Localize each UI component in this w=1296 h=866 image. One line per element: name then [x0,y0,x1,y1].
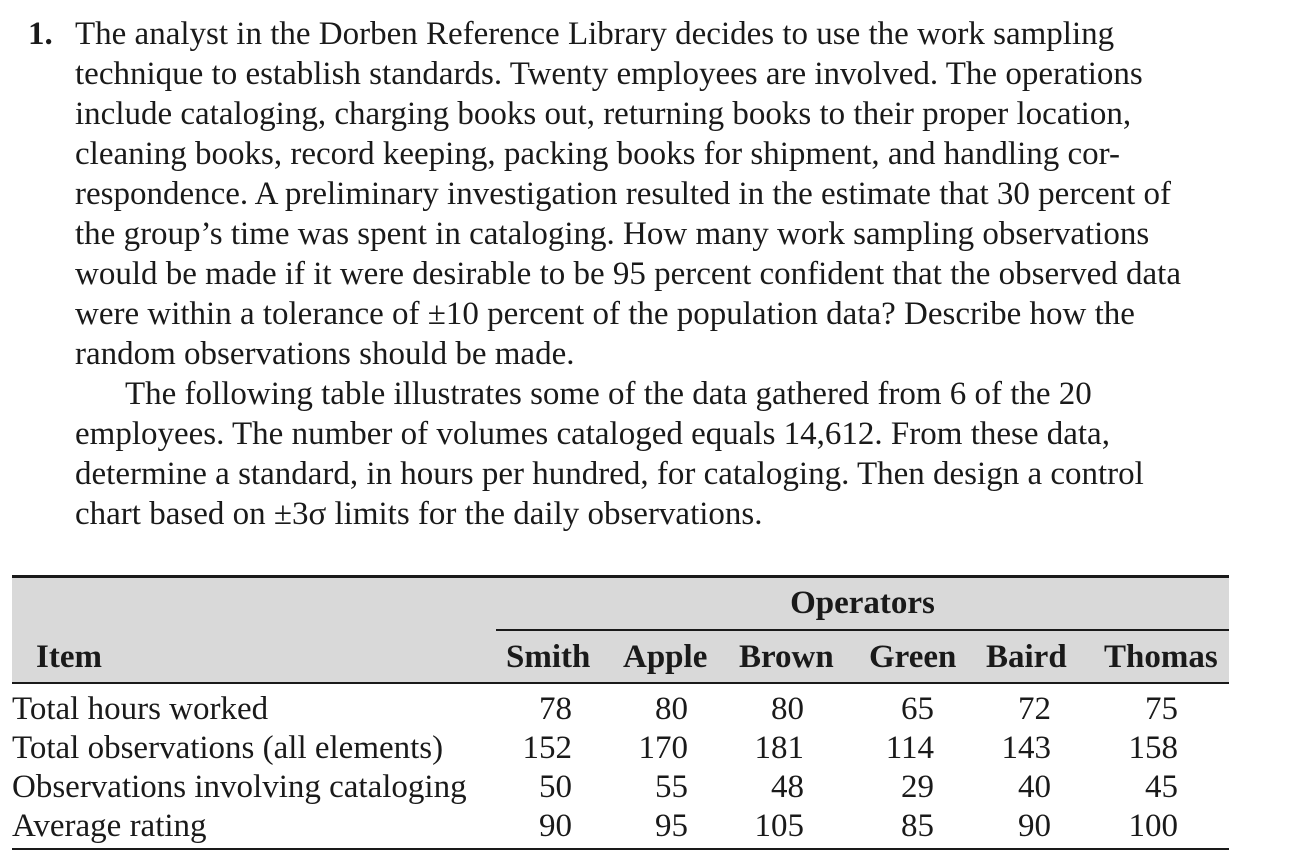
problem-text-line: determine a standard, in hours per hundred, for cataloging. Then design a control [75,456,1144,492]
table-cell: 90 [1018,808,1051,844]
problem-text-line: employees. The number of volumes cataloged equals 14,612. From these data, [75,416,1110,452]
item-column-header: Item [36,639,102,675]
table-cell: 29 [901,769,934,805]
problem-text-line: The analyst in the Dorben Reference Library decides to use the work sampling [75,16,1115,52]
table-cell: 50 [539,769,572,805]
table-cell: 80 [655,691,688,727]
data-table [12,575,1229,851]
table-cell: 114 [885,730,934,766]
table-cell: 95 [655,808,688,844]
column-header-brown: Brown [739,639,834,675]
problem-text-line: technique to establish standards. Twenty employees are involved. The operations [75,56,1143,92]
problem-text-line: would be made if it were desirable to be 95 percent confident that the observed data [75,256,1181,292]
table-cell: 55 [655,769,688,805]
table-cell: 143 [1001,730,1051,766]
header-rule [12,682,1229,684]
table-row [12,768,1229,807]
table-cell: 105 [754,808,804,844]
table-cell: 65 [901,691,934,727]
table-row [12,729,1229,768]
problem-text-line: were within a tolerance of ±10 percent of the population data? Describe how the [75,296,1135,332]
table-cell: 170 [638,730,688,766]
table-cell: 90 [539,808,572,844]
row-label: Observations involving cataloging [12,769,467,805]
table-row [12,690,1229,729]
table-cell: 85 [901,808,934,844]
table-cell: 45 [1145,769,1178,805]
table-cell: 158 [1128,730,1178,766]
operators-group-header: Operators [790,585,935,621]
table-cell: 75 [1145,691,1178,727]
problem-text-line: the group’s time was spent in cataloging. How many work sampling observations [75,216,1150,252]
row-label: Total observations (all elements) [12,730,444,766]
table-cell: 40 [1018,769,1051,805]
operators-rule [496,629,1229,631]
column-header-smith: Smith [506,639,591,675]
table-cell: 100 [1128,808,1178,844]
column-header-green: Green [869,639,957,675]
problem-text-line: The following table illustrates some of the data gathered from 6 of the 20 [125,376,1092,412]
problem-text-line: include cataloging, charging books out, returning books to their proper location, [75,96,1132,132]
problem-text-line: respondence. A preliminary investigation resulted in the estimate that 30 percent of [75,176,1172,212]
column-header-baird: Baird [986,639,1067,675]
table-cell: 78 [539,691,572,727]
column-header-apple: Apple [623,639,708,675]
row-label: Total hours worked [12,691,269,727]
row-label: Average rating [12,808,207,844]
table-cell: 181 [754,730,804,766]
problem-number: 1. [28,16,53,52]
table-cell: 72 [1018,691,1051,727]
problem-text-line: chart based on ±3σ limits for the daily observations. [75,496,763,532]
table-row [12,807,1229,846]
table-bottom-rule [12,848,1229,850]
problem-text-line: random observations should be made. [75,336,575,372]
table-cell: 80 [771,691,804,727]
table-cell: 48 [771,769,804,805]
table-cell: 152 [522,730,572,766]
problem-text-line: cleaning books, record keeping, packing books for shipment, and handling cor- [75,136,1120,172]
column-header-thomas: Thomas [1104,639,1218,675]
